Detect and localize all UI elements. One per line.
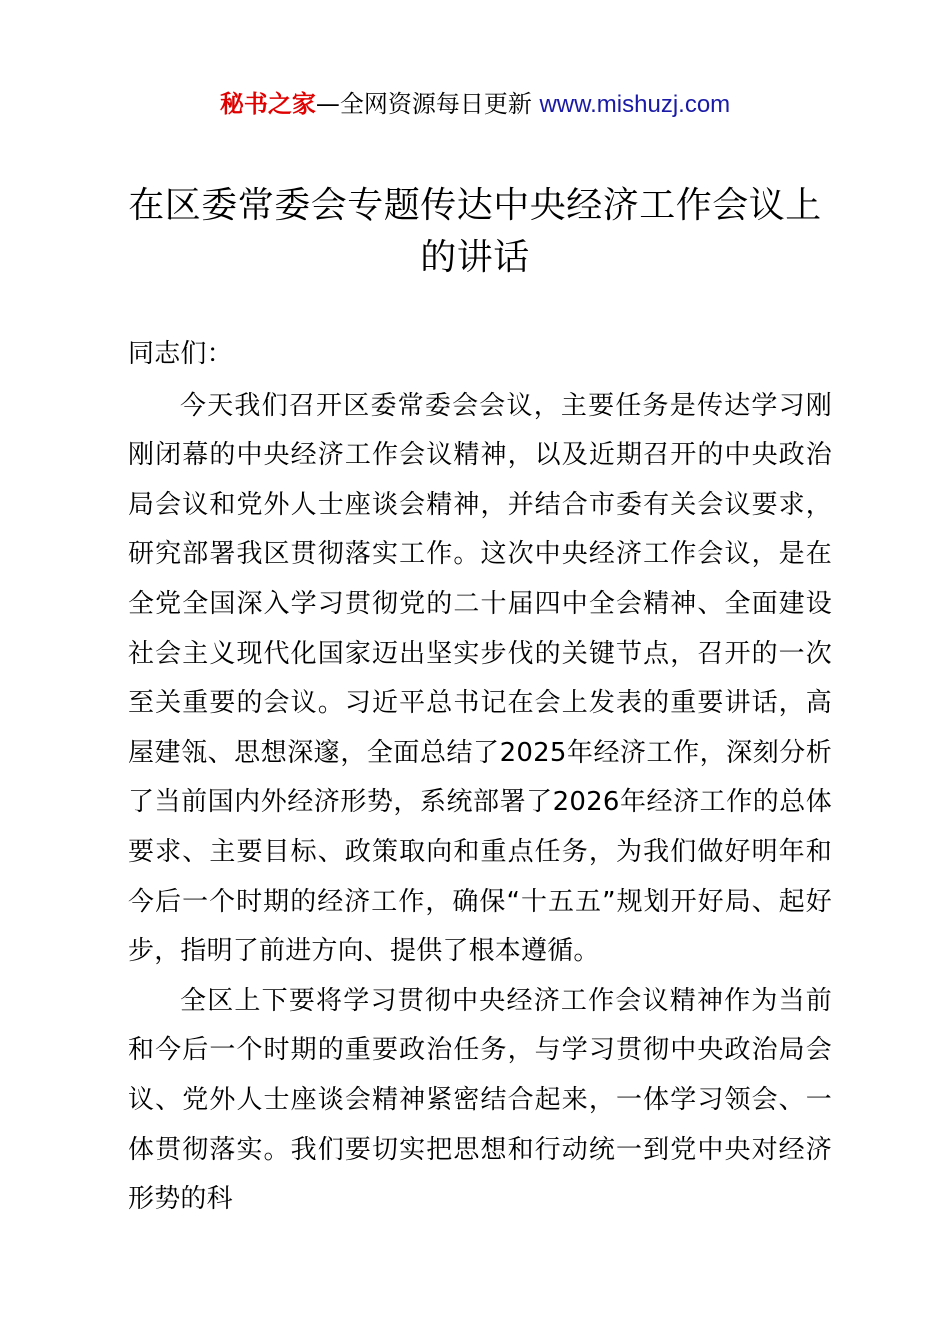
site-header [0, 86, 950, 123]
brand-name: 秘书之家 [219, 90, 316, 118]
document-title: 在区委常委会专题传达中央经济工作会议上的讲话 [128, 185, 822, 278]
greeting: 同志们： [128, 339, 233, 369]
header-tagline: —全网资源每日更新 [315, 90, 540, 118]
document-body [128, 330, 832, 1225]
paragraph-2: 全区上下要将学习贯彻中央经济工作会议精神作为当前和今后一个时期的重要政治任务，与学习贯彻中央政治局会议、党外人士座谈会精神紧密结合起来，一体学习领会、一体贯彻落实。我们要切实把思想和行动统一到党中央对经济形势的科 [128, 985, 832, 1215]
paragraph-1: 今天我们召开区委常委会会议，主要任务是传达学习刚刚闭幕的中央经济工作会议精神，以及近期召开的中央政治局会议和党外人士座谈会精神，并结合市委有关会议要求，研究部署我区贯彻落实工作。这次中央经济工作会议，是在全党全国深入学习贯彻党的二十届四中全会精神、全面建设社会主义现代化国家迈出坚实步伐的关键节点，召开的一次至关重要的会议。习近平总书记在会上发表的重要讲话，高屋建瓴、思想深邃，全面总结了2025年经济工作，深刻分析了当前国内外经济形势，系统部署了2026年经济工作的总体要求、主要目标、政策取向和重点任务，为我们做好明年和今后一个时期的经济工作，确保“十五五”规划开好局、起好步，指明了前进方向、提供了根本遵循。 [128, 390, 832, 967]
site-url-link[interactable]: www.mishuzj.com [539, 91, 731, 118]
